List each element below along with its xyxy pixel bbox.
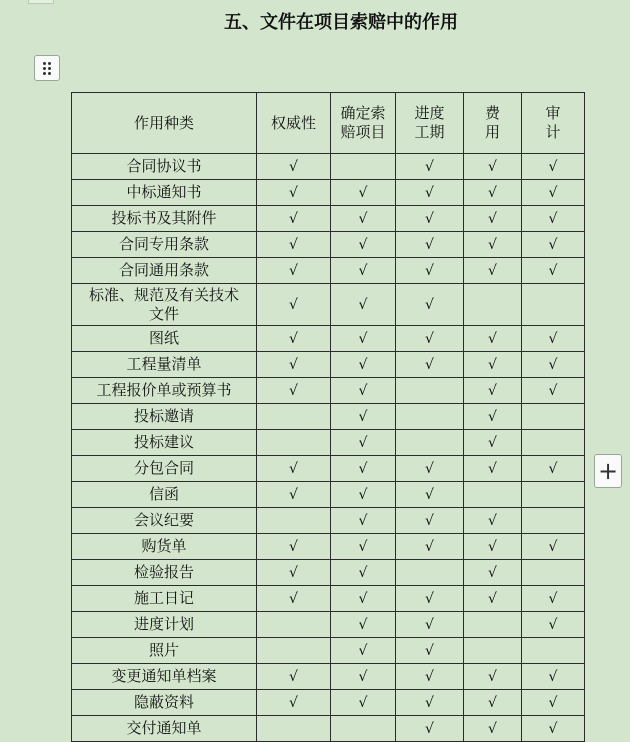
role-cell: [331, 258, 396, 284]
role-cell: [396, 352, 464, 378]
role-cell: [396, 180, 464, 206]
check-mark: √: [358, 330, 368, 347]
check-mark: √: [425, 210, 434, 227]
check-mark: √: [358, 262, 368, 279]
role-cell: [257, 206, 331, 232]
role-cell: [522, 326, 585, 352]
role-cell: [464, 206, 522, 232]
document-type-cell: 合同通用条款: [72, 258, 257, 284]
check-mark: √: [358, 668, 368, 685]
check-mark: √: [488, 434, 497, 451]
check-mark: √: [488, 382, 497, 399]
role-cell: [464, 716, 522, 742]
role-cell: [331, 716, 396, 742]
role-cell: [331, 690, 396, 716]
document-type-cell: 投标建议: [72, 430, 257, 456]
table-row: [72, 284, 585, 326]
table-row: [72, 560, 585, 586]
role-cell: [464, 154, 522, 180]
check-mark: √: [425, 460, 434, 477]
table-row: [72, 612, 585, 638]
role-cell: [396, 378, 464, 404]
role-cell: [396, 664, 464, 690]
role-cell: [257, 508, 331, 534]
role-cell: [331, 284, 396, 326]
role-cell: [257, 430, 331, 456]
table-row: [72, 664, 585, 690]
role-cell: [522, 232, 585, 258]
role-cell: [331, 430, 396, 456]
role-cell: [522, 154, 585, 180]
check-mark: √: [488, 184, 497, 201]
role-cell: [522, 482, 585, 508]
role-cell: [522, 430, 585, 456]
table-row: [72, 326, 585, 352]
check-mark: √: [548, 590, 558, 607]
check-mark: √: [488, 720, 497, 737]
check-mark: √: [358, 434, 368, 451]
role-cell: [464, 352, 522, 378]
role-cell: [331, 232, 396, 258]
check-mark: √: [488, 158, 497, 175]
check-mark: √: [289, 330, 298, 347]
check-mark: √: [289, 158, 298, 175]
role-cell: [396, 404, 464, 430]
check-mark: √: [548, 538, 558, 555]
document-type-cell: 会议纪要: [72, 508, 257, 534]
document-type-cell: 标准、规范及有关技术 文件: [72, 284, 257, 326]
role-cell: [464, 508, 522, 534]
check-mark: √: [425, 538, 434, 555]
role-cell: [396, 232, 464, 258]
document-table: [71, 92, 585, 742]
role-cell: [331, 352, 396, 378]
check-mark: √: [425, 512, 434, 529]
check-mark: √: [548, 158, 558, 175]
role-cell: [396, 716, 464, 742]
plus-icon: +: [597, 457, 619, 485]
role-cell: [522, 258, 585, 284]
role-cell: [464, 326, 522, 352]
role-cell: [331, 180, 396, 206]
role-cell: [257, 378, 331, 404]
check-mark: √: [358, 356, 368, 373]
role-cell: [464, 284, 522, 326]
check-mark: √: [548, 330, 558, 347]
role-cell: [331, 206, 396, 232]
document-type-cell: 进度计划: [72, 612, 257, 638]
check-mark: √: [425, 356, 434, 373]
role-cell: [396, 560, 464, 586]
table-header-row: [72, 93, 585, 154]
role-cell: [522, 404, 585, 430]
check-mark: √: [358, 296, 368, 313]
document-type-cell: 隐蔽资料: [72, 690, 257, 716]
check-mark: √: [488, 668, 497, 685]
check-mark: √: [358, 382, 368, 399]
table-row: [72, 638, 585, 664]
check-mark: √: [488, 210, 497, 227]
role-cell: [257, 690, 331, 716]
role-cell: [257, 482, 331, 508]
role-cell: [464, 560, 522, 586]
check-mark: √: [425, 236, 434, 253]
document-type-cell: 照片: [72, 638, 257, 664]
role-cell: [331, 534, 396, 560]
document-type-cell: 工程报价单或预算书: [72, 378, 257, 404]
check-mark: √: [289, 460, 298, 477]
role-cell: [257, 404, 331, 430]
role-cell: [331, 612, 396, 638]
role-cell: [331, 482, 396, 508]
role-cell: [396, 284, 464, 326]
role-cell: [396, 154, 464, 180]
check-mark: √: [548, 262, 558, 279]
check-mark: √: [548, 382, 558, 399]
drag-handle-icon: [43, 62, 51, 75]
check-mark: √: [488, 460, 497, 477]
table-drag-handle[interactable]: [34, 55, 60, 81]
check-mark: √: [425, 296, 434, 313]
document-type-cell: 变更通知单档案: [72, 664, 257, 690]
role-cell: [257, 586, 331, 612]
section-title: 五、文件在项目索赔中的作用: [224, 12, 458, 33]
column-header-5: 审 计: [522, 93, 585, 154]
table-row: [72, 378, 585, 404]
role-cell: [522, 508, 585, 534]
check-mark: √: [289, 262, 298, 279]
check-mark: √: [289, 236, 298, 253]
check-mark: √: [358, 486, 368, 503]
check-mark: √: [358, 408, 368, 425]
role-cell: [464, 534, 522, 560]
check-mark: √: [289, 356, 298, 373]
role-cell: [257, 456, 331, 482]
document-type-cell: 分包合同: [72, 456, 257, 482]
check-mark: √: [425, 262, 434, 279]
role-cell: [522, 612, 585, 638]
check-mark: √: [425, 668, 434, 685]
check-mark: √: [488, 356, 497, 373]
role-cell: [257, 180, 331, 206]
column-header-4: 费 用: [464, 93, 522, 154]
role-cell: [522, 456, 585, 482]
role-cell: [331, 664, 396, 690]
role-cell: [464, 482, 522, 508]
check-mark: √: [289, 486, 298, 503]
check-mark: √: [548, 460, 558, 477]
role-cell: [331, 404, 396, 430]
role-cell: [522, 638, 585, 664]
role-cell: [464, 180, 522, 206]
role-cell: [522, 378, 585, 404]
role-cell: [396, 430, 464, 456]
check-mark: √: [358, 564, 368, 581]
document-type-cell: 交付通知单: [72, 716, 257, 742]
table-row: [72, 352, 585, 378]
check-mark: √: [548, 720, 558, 737]
document-type-cell: 合同协议书: [72, 154, 257, 180]
role-cell: [522, 664, 585, 690]
document-type-cell: 投标邀请: [72, 404, 257, 430]
column-header-3: 进度 工期: [396, 93, 464, 154]
table-row: [72, 482, 585, 508]
document-type-cell: 工程量清单: [72, 352, 257, 378]
role-cell: [464, 638, 522, 664]
check-mark: √: [358, 538, 368, 555]
check-mark: √: [289, 694, 298, 711]
role-cell: [257, 612, 331, 638]
table-row: [72, 154, 585, 180]
role-cell: [396, 586, 464, 612]
role-cell: [522, 180, 585, 206]
role-cell: [257, 560, 331, 586]
table-row: [72, 232, 585, 258]
role-cell: [396, 690, 464, 716]
check-mark: √: [289, 296, 298, 313]
role-cell: [464, 664, 522, 690]
role-cell: [331, 586, 396, 612]
table-row: [72, 180, 585, 206]
table-row: [72, 508, 585, 534]
check-mark: √: [425, 590, 434, 607]
check-mark: √: [488, 512, 497, 529]
role-cell: [522, 586, 585, 612]
top-edge-tab: [28, 0, 54, 4]
check-mark: √: [488, 236, 497, 253]
check-mark: √: [548, 210, 558, 227]
check-mark: √: [289, 184, 298, 201]
check-mark: √: [289, 210, 298, 227]
role-cell: [522, 352, 585, 378]
table-row: [72, 534, 585, 560]
check-mark: √: [488, 262, 497, 279]
role-cell: [464, 612, 522, 638]
role-cell: [257, 232, 331, 258]
role-cell: [396, 508, 464, 534]
check-mark: √: [425, 184, 434, 201]
role-cell: [257, 716, 331, 742]
role-cell: [522, 690, 585, 716]
check-mark: √: [289, 564, 298, 581]
check-mark: √: [425, 616, 434, 633]
role-cell: [396, 482, 464, 508]
document-type-cell: 信函: [72, 482, 257, 508]
check-mark: √: [488, 408, 497, 425]
role-cell: [464, 456, 522, 482]
role-cell: [522, 284, 585, 326]
check-mark: √: [548, 184, 558, 201]
role-cell: [257, 326, 331, 352]
table-row: [72, 258, 585, 284]
table-row: [72, 690, 585, 716]
role-cell: [257, 154, 331, 180]
role-cell: [257, 638, 331, 664]
table-row: [72, 456, 585, 482]
role-cell: [331, 326, 396, 352]
check-mark: √: [289, 668, 298, 685]
check-mark: √: [488, 538, 497, 555]
check-mark: √: [488, 564, 497, 581]
check-mark: √: [289, 538, 298, 555]
role-cell: [331, 638, 396, 664]
check-mark: √: [425, 694, 434, 711]
document-type-cell: 购货单: [72, 534, 257, 560]
role-cell: [396, 612, 464, 638]
role-cell: [257, 352, 331, 378]
role-cell: [331, 456, 396, 482]
check-mark: √: [425, 330, 434, 347]
check-mark: √: [548, 668, 558, 685]
role-cell: [464, 586, 522, 612]
check-mark: √: [358, 616, 368, 633]
check-mark: √: [425, 642, 434, 659]
role-cell: [396, 456, 464, 482]
document-type-cell: 中标通知书: [72, 180, 257, 206]
check-mark: √: [548, 616, 558, 633]
document-type-cell: 投标书及其附件: [72, 206, 257, 232]
column-header-0: 作用种类: [72, 93, 257, 154]
table-row: [72, 206, 585, 232]
role-cell: [396, 206, 464, 232]
role-cell: [257, 664, 331, 690]
check-mark: √: [358, 460, 368, 477]
role-cell: [464, 258, 522, 284]
check-mark: √: [358, 642, 368, 659]
document-type-cell: 图纸: [72, 326, 257, 352]
role-cell: [464, 232, 522, 258]
role-cell: [257, 284, 331, 326]
check-mark: √: [425, 158, 434, 175]
document-type-cell: 施工日记: [72, 586, 257, 612]
check-mark: √: [358, 210, 368, 227]
check-mark: √: [488, 330, 497, 347]
table-row: [72, 716, 585, 742]
role-cell: [331, 560, 396, 586]
role-cell: [396, 326, 464, 352]
role-cell: [257, 534, 331, 560]
check-mark: √: [548, 236, 558, 253]
role-cell: [522, 716, 585, 742]
role-cell: [464, 404, 522, 430]
check-mark: √: [358, 236, 368, 253]
check-mark: √: [289, 382, 298, 399]
check-mark: √: [425, 720, 434, 737]
check-mark: √: [358, 590, 368, 607]
role-cell: [464, 690, 522, 716]
role-cell: [522, 206, 585, 232]
add-row-button[interactable]: [594, 454, 622, 488]
role-cell: [522, 560, 585, 586]
check-mark: √: [548, 694, 558, 711]
table-row: [72, 404, 585, 430]
role-cell: [396, 638, 464, 664]
role-cell: [522, 534, 585, 560]
role-cell: [257, 258, 331, 284]
document-type-cell: 检验报告: [72, 560, 257, 586]
role-cell: [331, 154, 396, 180]
role-cell: [464, 378, 522, 404]
role-cell: [464, 430, 522, 456]
role-cell: [396, 258, 464, 284]
table-row: [72, 430, 585, 456]
check-mark: √: [425, 486, 434, 503]
check-mark: √: [358, 512, 368, 529]
role-cell: [331, 378, 396, 404]
role-cell: [331, 508, 396, 534]
column-header-2: 确定索 赔项目: [331, 93, 396, 154]
check-mark: √: [358, 694, 368, 711]
check-mark: √: [358, 184, 368, 201]
table-row: [72, 586, 585, 612]
document-type-cell: 合同专用条款: [72, 232, 257, 258]
check-mark: √: [488, 590, 497, 607]
check-mark: √: [548, 356, 558, 373]
column-header-1: 权威性: [257, 93, 331, 154]
role-cell: [396, 534, 464, 560]
check-mark: √: [488, 694, 497, 711]
check-mark: √: [289, 590, 298, 607]
